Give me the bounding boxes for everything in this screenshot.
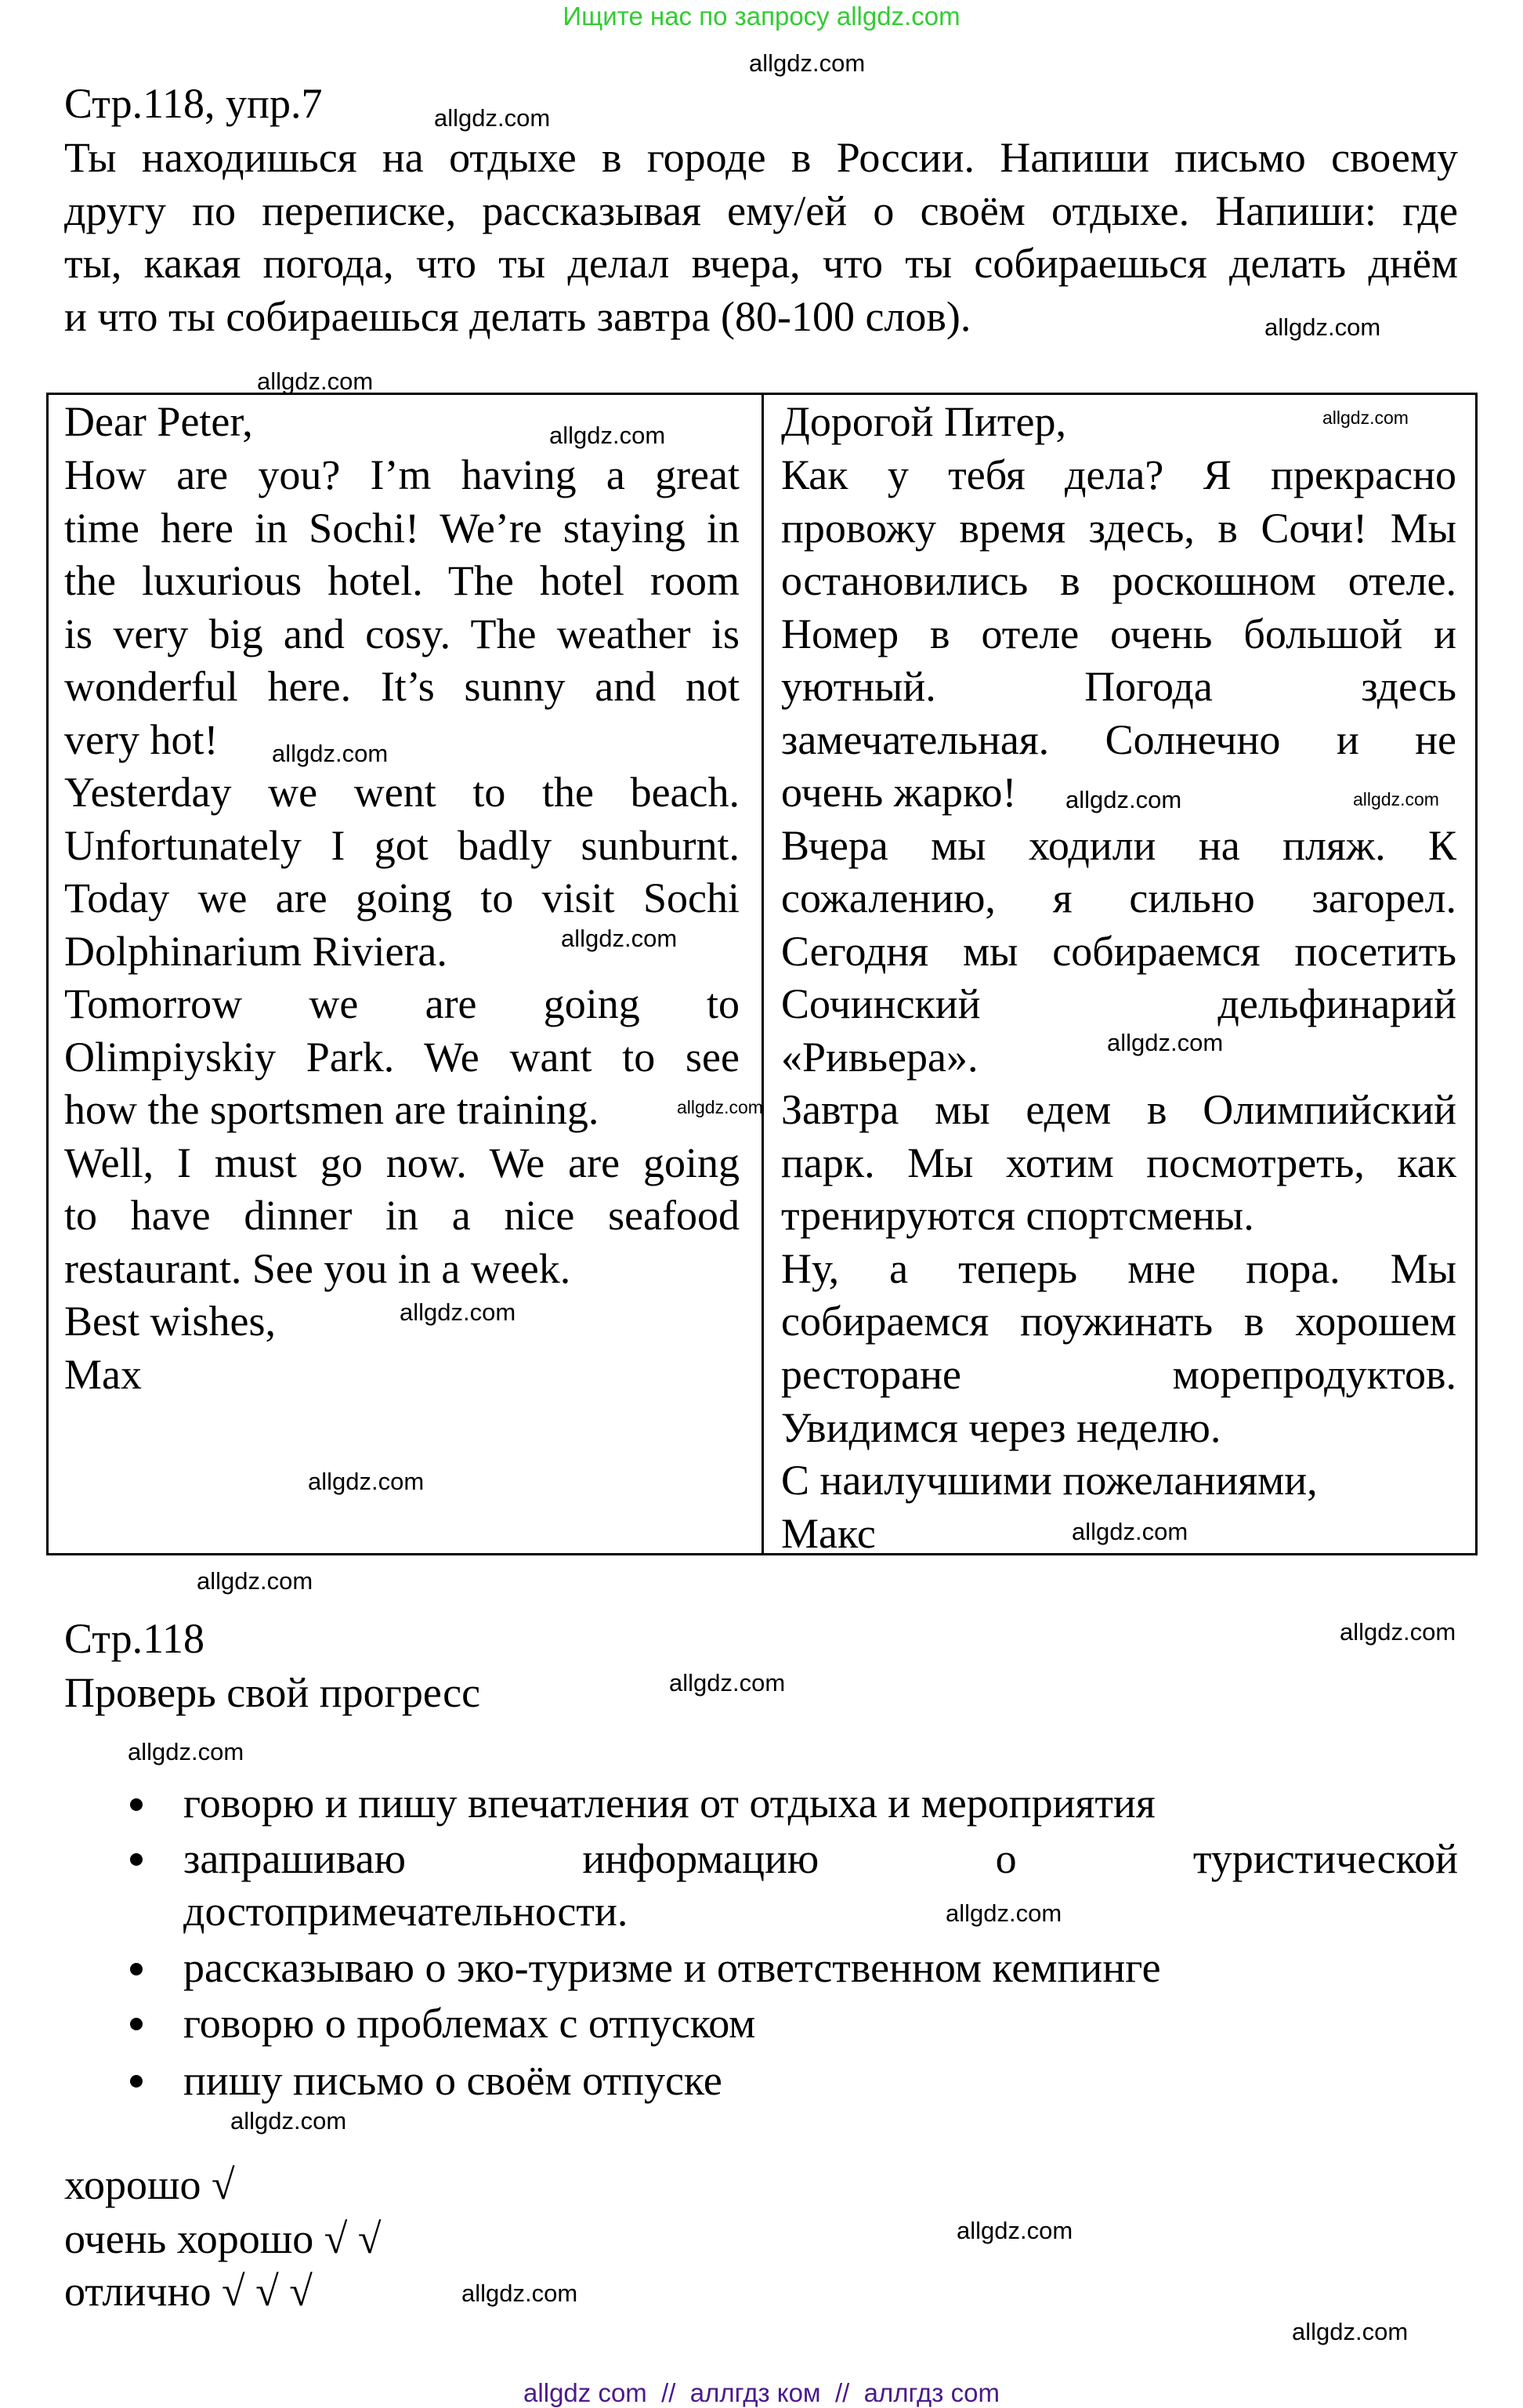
site-banner[interactable]: Ищите нас по запросу allgdz.com (563, 2, 960, 31)
letter-en-line: How are you? I’m having a great (64, 451, 740, 498)
letter-ru-line: Завтра мы едем в Олимпийский (781, 1086, 1456, 1133)
letter-ru-line: «Ривьера». (781, 1034, 979, 1081)
rating-item: хорошо √ (64, 2161, 235, 2208)
watermark: allgdz.com (272, 740, 389, 767)
watermark: allgdz.com (1353, 789, 1439, 809)
letter-ru-line: Дорогой Питер, (781, 398, 1066, 445)
progress-item: пишу письмо о своём отпуске (183, 2057, 722, 2104)
exercise-title: Стр.118, упр.7 (64, 80, 323, 127)
progress-item: рассказываю о эко-туризме и ответственном кемпинге (183, 1944, 1161, 1991)
watermark: allgdz.com (677, 1097, 763, 1117)
watermark: allgdz.com (461, 2279, 578, 2307)
progress-item: говорю о проблемах с отпуском (183, 2000, 756, 2047)
bullet-icon (130, 1798, 143, 1811)
watermark: allgdz.com (1107, 1029, 1224, 1056)
watermark: allgdz.com (128, 1738, 244, 1765)
watermark: allgdz.com (1292, 2318, 1409, 2345)
progress-page: Стр.118 (64, 1615, 205, 1662)
progress-item: говорю и пишу впечатления от отдыха и мероприятия (183, 1780, 1156, 1827)
bullet-icon (130, 2018, 143, 2030)
progress-item: запрашиваю информацию о туристической (183, 1835, 1458, 1882)
letter-ru-line: Номер в отеле очень большой и (781, 610, 1456, 657)
letter-en-line: Today we are going to visit Sochi (64, 874, 740, 922)
watermark: allgdz.com (749, 49, 866, 77)
footer-links[interactable]: allgdz com // аллгдз ком // аллгдз com (523, 2378, 1000, 2407)
rating-item: отлично √ √ √ (64, 2268, 313, 2315)
letter-en-line: Dolphinarium Riviera. (64, 928, 447, 975)
letter-ru-line: Увидимся через неделю. (781, 1404, 1221, 1451)
letter-en-line: very hot! (64, 716, 219, 763)
letter-ru-line: С наилучшими пожеланиями, (781, 1457, 1318, 1504)
letter-en-line: to have dinner in a nice seafood (64, 1192, 740, 1239)
letter-en-line: Max (64, 1351, 142, 1398)
letter-ru-line: парк. Мы хотим посмотреть, как (781, 1139, 1456, 1186)
progress-title: Проверь свой прогресс (64, 1669, 481, 1716)
table-divider (762, 393, 764, 1555)
letter-ru-line: провожу время здесь, в Сочи! Мы (781, 505, 1456, 552)
letter-en-line: Unfortunately I got badly sunburnt. (64, 822, 740, 869)
letter-en-line: is very big and cosy. The weather is (64, 610, 740, 657)
watermark: allgdz.com (669, 1669, 786, 1696)
task-line: Ты находишься на отдыхе в городе в России. Напиши письмо своему (64, 134, 1458, 181)
watermark: allgdz.com (946, 1899, 1062, 1927)
task-line: другу по переписке, рассказывая ему/ей о своём отдыхе. Напиши: где (64, 187, 1458, 234)
letter-en-line: restaurant. See you in a week. (64, 1245, 571, 1292)
letter-ru-line: сожалению, я сильно загорел. (781, 874, 1456, 922)
watermark: allgdz.com (257, 368, 374, 395)
letter-ru-line: Макс (781, 1510, 876, 1557)
task-line: ты, какая погода, что ты делал вчера, что ты собираешься делать днём (64, 240, 1458, 287)
watermark: allgdz.com (549, 422, 666, 449)
letter-ru-line: очень жарко! (781, 769, 1017, 816)
bullet-icon (130, 1853, 143, 1866)
watermark: allgdz.com (308, 1468, 425, 1495)
letter-en-line: wonderful here. It’s sunny and not (64, 663, 740, 710)
letter-en-line: how the sportsmen are training. (64, 1086, 599, 1133)
watermark: allgdz.com (434, 104, 551, 132)
letter-ru-line: уютный. Погода здесь (781, 663, 1456, 710)
letter-en-line: Yesterday we went to the beach. (64, 769, 740, 816)
letter-ru-line: замечательная. Солнечно и не (781, 716, 1456, 763)
bullet-icon (130, 2075, 143, 2088)
letter-ru-line: остановились в роскошном отеле. (781, 557, 1456, 604)
letter-ru-line: Ну, а теперь мне пора. Мы (781, 1245, 1456, 1292)
letter-en-line: time here in Sochi! We’re staying in (64, 505, 740, 552)
watermark: allgdz.com (230, 2107, 347, 2135)
bullet-icon (130, 1963, 143, 1975)
watermark: allgdz.com (1072, 1518, 1188, 1545)
letter-en-line: the luxurious hotel. The hotel room (64, 557, 740, 604)
letter-en-line: Tomorrow we are going to (64, 980, 740, 1027)
watermark: allgdz.com (400, 1298, 516, 1326)
task-line: и что ты собираешься делать завтра (80-100 слов). (64, 293, 971, 340)
letter-ru-line: тренируются спортсмены. (781, 1192, 1254, 1239)
watermark: allgdz.com (561, 925, 678, 952)
letter-en-line: Well, I must go now. We are going (64, 1139, 740, 1186)
letter-en-line: Best wishes, (64, 1298, 276, 1345)
progress-item: достопримечательности. (183, 1888, 628, 1935)
letter-ru-line: собираемся поужинать в хорошем (781, 1298, 1456, 1345)
watermark: allgdz.com (197, 1567, 313, 1595)
watermark: allgdz.com (1065, 786, 1182, 813)
watermark: allgdz.com (957, 2217, 1073, 2244)
letter-ru-line: Сочинский дельфинарий (781, 980, 1456, 1027)
watermark: allgdz.com (1340, 1618, 1456, 1646)
letter-en-line: Dear Peter, (64, 398, 253, 445)
letter-ru-line: Вчера мы ходили на пляж. К (781, 822, 1456, 869)
rating-item: очень хорошо √ √ (64, 2215, 382, 2262)
letter-ru-line: Сегодня мы собираемся посетить (781, 928, 1456, 975)
letter-ru-line: Как у тебя дела? Я прекрасно (781, 451, 1456, 498)
letter-en-line: Olimpiyskiy Park. We want to see (64, 1034, 740, 1081)
watermark: allgdz.com (1264, 313, 1381, 341)
watermark: allgdz.com (1322, 407, 1409, 428)
letter-ru-line: ресторане морепродуктов. (781, 1351, 1456, 1398)
